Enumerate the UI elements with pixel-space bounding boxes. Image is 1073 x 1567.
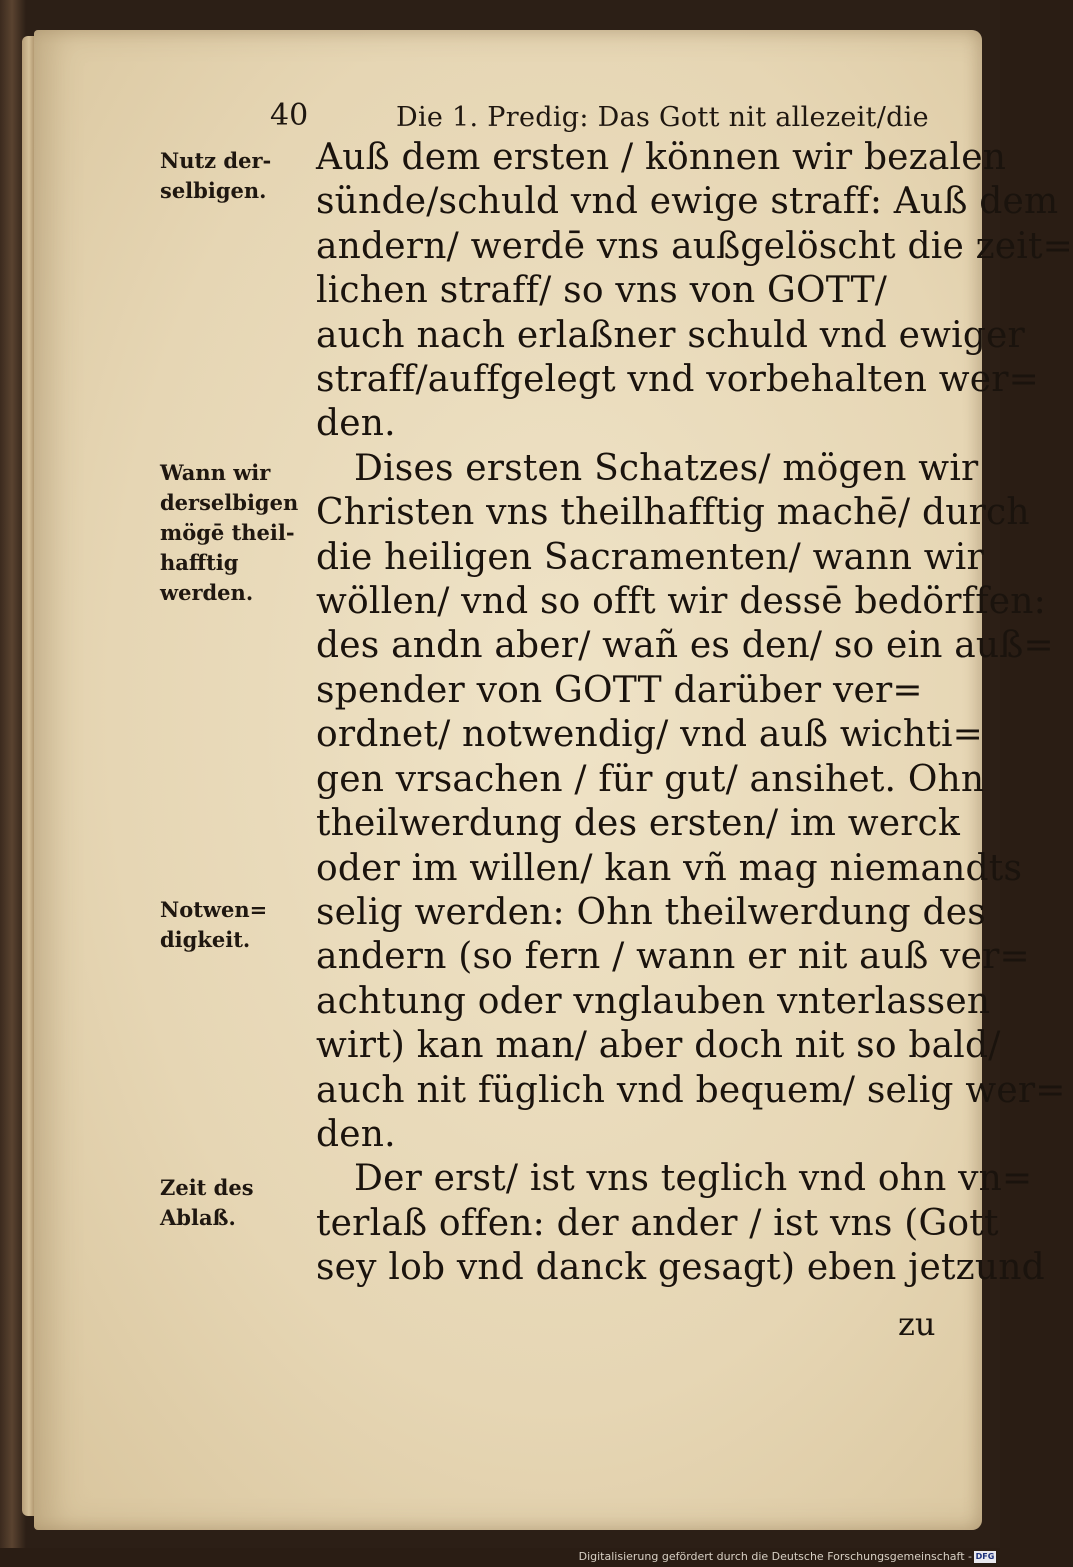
dfg-logo: DFG bbox=[975, 1552, 995, 1561]
text-line: auch nit füglich vnd bequem/ selig wer= bbox=[316, 1069, 1066, 1111]
marginal-note-line: Nutz der- bbox=[160, 148, 272, 173]
marginal-note-line: Ablaß. bbox=[160, 1205, 236, 1230]
digitization-credit: Digitalisierung gefördert durch die Deutsche Forschungsgemeinschaft - bbox=[578, 1550, 972, 1563]
body-text bbox=[316, 136, 1073, 1291]
marginal-note-line: hafftig bbox=[160, 550, 239, 575]
text-line: sey lob vnd danck gesagt) eben jetzund bbox=[316, 1247, 1045, 1289]
text-line: Auß dem ersten / können wir bezalen bbox=[316, 137, 1007, 178]
text-line: den. bbox=[316, 403, 396, 445]
text-line: andern (so fern / wann er nit auß ver= bbox=[316, 936, 1030, 978]
text-line: andern/ werdē vns außgelöscht die zeit= bbox=[316, 225, 1073, 267]
text-line: achtung oder vnglauben vnterlassen bbox=[316, 980, 991, 1022]
marginal-note-line: Zeit des bbox=[160, 1175, 254, 1200]
marginal-note-line: Wann wir bbox=[160, 460, 271, 485]
text-line: des andn aber/ wañ es den/ so ein auß= bbox=[316, 625, 1054, 667]
text-line: auch nach erlaßner schuld vnd ewiger bbox=[316, 314, 1025, 356]
text-line: Dises ersten Schatzes/ mögen wir bbox=[354, 447, 979, 489]
text-line: die heiligen Sacramenten/ wann wir bbox=[316, 536, 984, 578]
text-line: Christen vns theilhafftig machē/ durch bbox=[316, 492, 1030, 534]
marginal-note-line: selbigen. bbox=[160, 178, 267, 203]
running-head: Die 1. Predig: Das Gott nit allezeit/die bbox=[396, 102, 929, 133]
marginal-note-wann bbox=[160, 458, 310, 608]
marginal-note-nutz bbox=[160, 146, 310, 206]
text-line: terlaß offen: der ander / ist vns (Gott bbox=[316, 1202, 999, 1244]
marginal-note-line: werden. bbox=[160, 580, 254, 605]
text-line: gen vrsachen / für gut/ ansihet. Ohn bbox=[316, 758, 985, 800]
text-line: lichen straff/ so vns von GOTT/ bbox=[316, 270, 888, 312]
text-line: wirt) kan man/ aber doch nit so bald/ bbox=[316, 1025, 1001, 1067]
text-line: theilwerdung des ersten/ im werck bbox=[316, 803, 961, 845]
marginal-note-zeit bbox=[160, 1173, 310, 1233]
catchword: zu bbox=[898, 1305, 936, 1343]
text-line: oder im willen/ kan vñ mag niemandts bbox=[316, 847, 1023, 889]
marginal-note-line: mögē theil- bbox=[160, 520, 295, 545]
marginal-note-line: Notwen= bbox=[160, 897, 268, 922]
text-line: straff/auffgelegt vnd vorbehalten wer= bbox=[316, 359, 1040, 401]
marginal-note-line: derselbigen bbox=[160, 490, 299, 515]
text-line: wöllen/ vnd so offt wir dessē bedörffen: bbox=[316, 581, 1046, 623]
page-number: 40 bbox=[270, 98, 309, 133]
marginal-note-line: digkeit. bbox=[160, 927, 251, 952]
marginal-note-notwendigkeit bbox=[160, 895, 310, 955]
text-line: spender von GOTT darüber ver= bbox=[316, 669, 923, 711]
text-line: den. bbox=[316, 1113, 396, 1155]
page-header bbox=[270, 92, 930, 142]
text-line: selig werden: Ohn theilwerdung des bbox=[316, 891, 986, 933]
text-line: sünde/schuld vnd ewige straff: Auß dem bbox=[316, 181, 1059, 223]
text-line: ordnet/ notwendig/ vnd auß wichti= bbox=[316, 714, 984, 756]
text-line: Der erst/ ist vns teglich vnd ohn vn= bbox=[354, 1158, 1033, 1200]
